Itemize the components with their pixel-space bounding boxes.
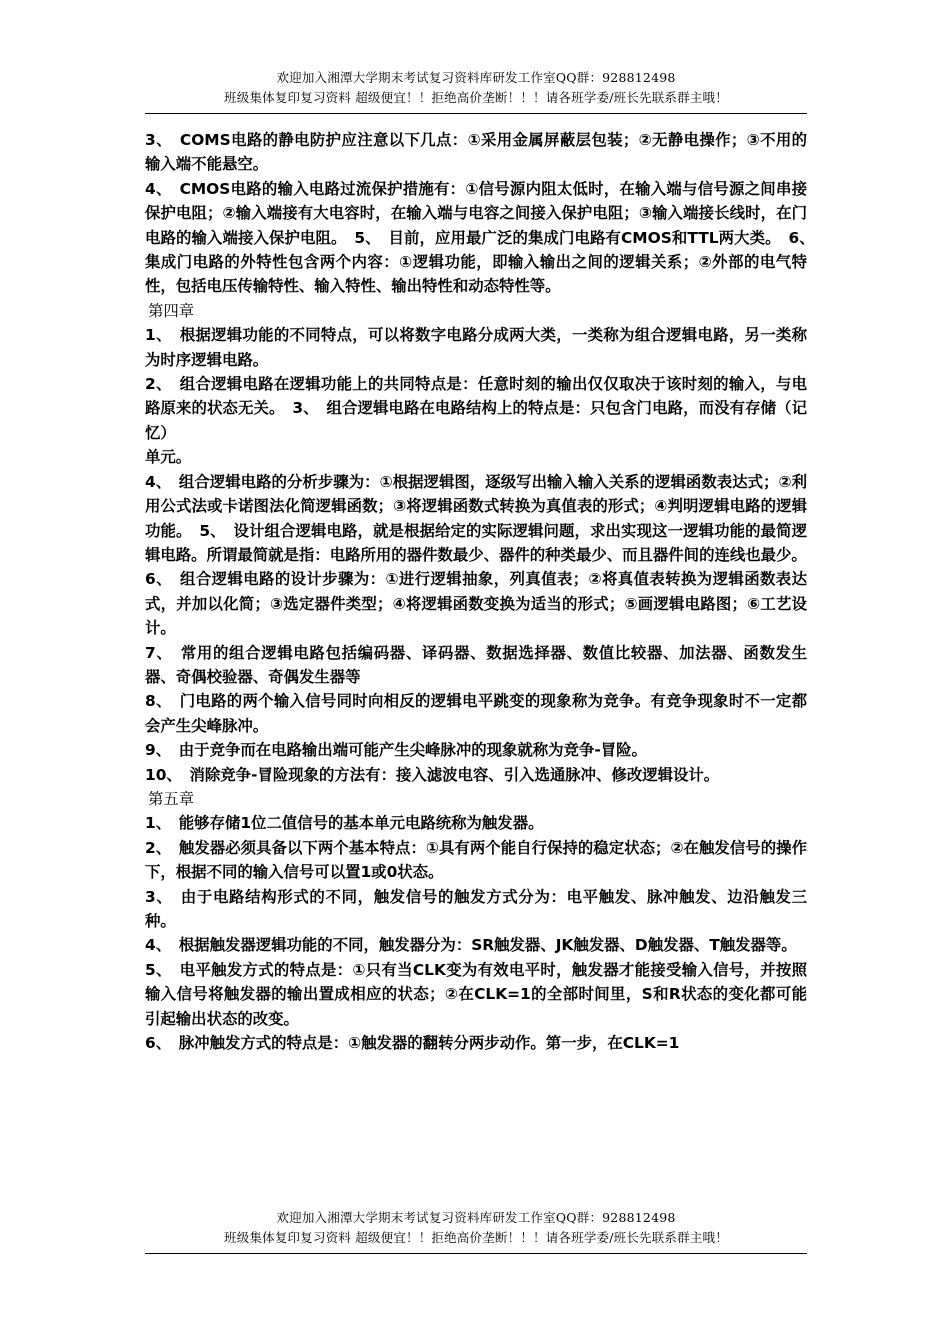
footer-line-1: 欢迎加入湘潭大学期末考试复习资料库研发工作室QQ群：928812498 xyxy=(276,1210,676,1225)
footer-rule xyxy=(145,1253,807,1254)
header-line-2: 班级集体复印复习资料 超级便宜！！拒绝高价垄断！！！请各班学委/班长先联系群主哦！ xyxy=(224,90,728,105)
ch4-paragraph-7: 7、 常用的组合逻辑电路包括编码器、译码器、数据选择器、数值比较器、加法器、函数发生器、奇偶校验器、奇偶发生器等 xyxy=(145,643,807,686)
ch5-paragraph-2: 2、 触发器必须具备以下两个基本特点：①具有两个能自行保持的稳定状态；②在触发信号的操作下，根据不同的输入信号可以置1或0状态。 xyxy=(145,838,807,882)
ch4-paragraph-2-cont: 单元。 xyxy=(145,448,192,467)
ch5-paragraph-3: 3、 由于电路结构形式的不同，触发信号的触发方式分为：电平触发、脉冲触发、边沿触发三种。 xyxy=(145,887,807,930)
ch5-paragraph-6: 6、 脉冲触发方式的特点是：①触发器的翻转分两步动作。第一步，在CLK=1 xyxy=(145,1034,680,1053)
paragraph-3-coms: 3、 COMS电路的静电防护应注意以下几点：①采用金属屏蔽层包装；②无静电操作；③不用的输入端不能悬空。 xyxy=(145,131,807,174)
ch4-paragraph-1: 1、 根据逻辑功能的不同特点，可以将数字电路分成两大类，一类称为组合逻辑电路，另一类称为时序逻辑电路。 xyxy=(145,326,807,369)
ch5-paragraph-5: 5、 电平触发方式的特点是：①只有当CLK变为有效电平时，触发器才能接受输入信号，并按照输入信号将触发器的输出置成相应的状态；②在CLK=1的全部时间里，S和R状态的变化都可能引起输出状态的改变。 xyxy=(145,960,807,1028)
ch4-paragraph-8: 8、 门电路的两个输入信号同时向相反的逻辑电平跳变的现象称为竞争。有竞争现象时不一定都会产生尖峰脉冲。 xyxy=(145,692,807,735)
ch4-paragraph-6: 6、 组合逻辑电路的设计步骤为：①进行逻辑抽象，列真值表；②将真值表转换为逻辑函数表达式，并加以化简；③选定器件类型；④将逻辑函数变换为适当的形式；⑤画逻辑电路图；⑥工艺设计。 xyxy=(145,570,807,638)
ch4-paragraph-10: 10、 消除竞争-冒险现象的方法有：接入滤波电容、引入选通脉冲、修改逻辑设计。 xyxy=(145,765,720,784)
chapter-5-heading: 第五章 xyxy=(148,789,195,808)
page-header xyxy=(145,68,807,108)
header-line-1: 欢迎加入湘潭大学期末考试复习资料库研发工作室QQ群：928812498 xyxy=(276,70,676,85)
ch5-paragraph-1: 1、 能够存储1位二值信号的基本单元电路统称为触发器。 xyxy=(145,814,544,833)
ch4-paragraph-2: 2、 组合逻辑电路在逻辑功能上的共同特点是：任意时刻的输出仅仅取决于该时刻的输入，与电路原来的状态无关。 3、 组合逻辑电路在电路结构上的特点是：只包含门电路，而没有存储（记忆） xyxy=(145,375,807,442)
page-footer xyxy=(145,1208,807,1248)
ch4-paragraph-9: 9、 由于竞争而在电路输出端可能产生尖峰脉冲的现象就称为竞争-冒险。 xyxy=(145,741,647,760)
footer-line-2: 班级集体复印复习资料 超级便宜！！拒绝高价垄断！！！请各班学委/班长先联系群主哦！ xyxy=(224,1230,728,1245)
ch4-paragraph-4: 4、 组合逻辑电路的分析步骤为：①根据逻辑图，逐级写出输入输入关系的逻辑函数表达式；②利用公式法或卡诺图法化简逻辑函数；③将逻辑函数式转换为真值表的形式；④判明逻辑电路的逻辑功能。 5、 设计组合逻辑电路，就是根据给定的实际逻辑问题，求出实现这一逻辑功能的最简逻辑电路。所谓最简就是指：电路所用的器件数最少、器件的种类最少、而且器件间的连线也最少。 xyxy=(145,472,807,564)
chapter-4-heading: 第四章 xyxy=(148,301,195,320)
document-body xyxy=(145,128,823,1055)
ch5-paragraph-4: 4、 根据触发器逻辑功能的不同，触发器分为：SR触发器、JK触发器、D触发器、T触发器等。 xyxy=(145,936,797,955)
paragraph-4-cmos: 4、 CMOS电路的输入电路过流保护措施有：①信号源内阻太低时，在输入端与信号源之间串接保护电阻；②输入端接有大电容时，在输入端与电容之间接入保护电阻；③输入端接长线时，在门电路的输入端接入保护电阻。 5、 目前，应用最广泛的集成门电路有CMOS和TTL两大类。 6、 集成门电路的外特性包含两个内容：①逻辑功能，即输入输出之间的逻辑关系；②外部的电气特性，包括电压传输特性、输入特性、输出特性和动态特性等。 xyxy=(145,179,823,296)
header-rule xyxy=(145,113,807,114)
